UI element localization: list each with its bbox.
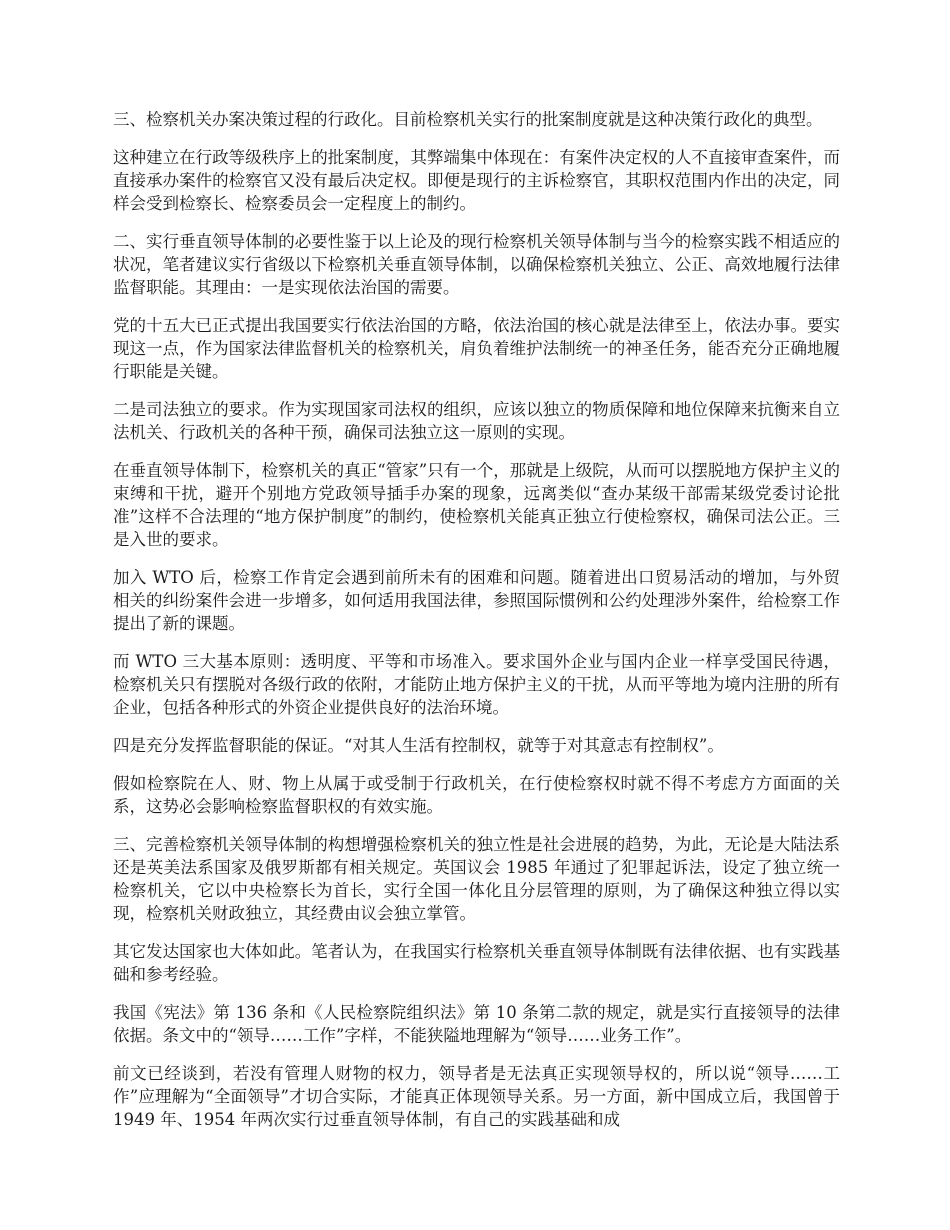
paragraph-4: 党的十五大已正式提出我国要实行依法治国的方略，依法治国的核心就是法律至上，依法办事。要实现这一点，作为国家法律监督机关的检察机关，肩负着维护法制统一的神圣任务，能否充分正确地履行职能是关键。 <box>113 316 840 381</box>
document-body <box>113 108 840 1146</box>
paragraph-6: 在垂直领导体制下，检察机关的真正“管家”只有一个，那就是上级院，从而可以摆脱地方保护主义的束缚和干扰，避开个别地方党政领导插手办案的现象，远离类似“查办某级干部需某级党委讨论批准”这样不合法理的“地方保护制度”的制约，使检察机关能真正独立行使检察权，确保司法公正。三是入世的要求。 <box>113 461 840 549</box>
paragraph-9: 四是充分发挥监督职能的保证。“对其人生活有控制权，就等于对其意志有控制权”。 <box>113 736 724 755</box>
paragraph-3: 二、实行垂直领导体制的必要性鉴于以上论及的现行检察机关领导体制与当今的检察实践不相适应的状况，笔者建议实行省级以下检察机关垂直领导体制，以确保检察机关独立、公正、高效地履行法律监督职能。其理由：一是实现依法治国的需要。 <box>113 232 840 297</box>
paragraph-13: 我国《宪法》第 136 条和《人民检察院组织法》第 10 条第二款的规定，就是实行直接领导的法律依据。条文中的“领导……工作”字样，不能狭隘地理解为“领导……业务工作”。 <box>113 1003 840 1045</box>
paragraph-10: 假如检察院在人、财、物上从属于或受制于行政机关，在行使检察权时就不得不考虑方方面面的关系，这势必会影响检察监督职权的有效实施。 <box>113 774 840 816</box>
paragraph-14: 前文已经谈到，若没有管理人财物的权力，领导者是无法真正实现领导权的，所以说“领导……工作”应理解为“全面领导”才切合实际，才能真正体现领导关系。另一方面，新中国成立后，我国曾于 1949 年、1954 年两次实行过垂直领导体制，有自己的实践基础和成 <box>113 1064 840 1129</box>
paragraph-8: 而 WTO 三大基本原则：透明度、平等和市场准入。要求国外企业与国内企业一样享受国民待遇，检察机关只有摆脱对各级行政的依附，才能防止地方保护主义的干扰，从而平等地为境内注册的所有企业，包括各种形式的外资企业提供良好的法治环境。 <box>113 652 840 717</box>
paragraph-11: 三、完善检察机关领导体制的构想增强检察机关的独立性是社会进展的趋势，为此，无论是大陆法系还是英美法系国家及俄罗斯都有相关规定。英国议会 1985 年通过了犯罪起诉法，设定了独立统一检察机关，它以中央检察长为首长，实行全国一体化且分层管理的原则，为了确保这种独立得以实现，检察机关财政独立，其经费由议会独立掌管。 <box>113 835 840 923</box>
paragraph-1: 三、检察机关办案决策过程的行政化。目前检察机关实行的批案制度就是这种决策行政化的典型。 <box>113 110 823 129</box>
paragraph-7: 加入 WTO 后，检察工作肯定会遇到前所未有的困难和问题。随着进出口贸易活动的增加，与外贸相关的纠纷案件会进一步增多，如何适用我国法律，参照国际惯例和公约处理涉外案件，给检察工作提出了新的课题。 <box>113 568 840 633</box>
paragraph-2: 这种建立在行政等级秩序上的批案制度，其弊端集中体现在：有案件决定权的人不直接审查案件，而直接承办案件的检察官又没有最后决定权。即便是现行的主诉检察官，其职权范围内作出的决定，同样会受到检察长、检察委员会一定程度上的制约。 <box>113 148 840 213</box>
paragraph-12: 其它发达国家也大体如此。笔者认为，在我国实行检察机关垂直领导体制既有法律依据、也有实践基础和参考经验。 <box>113 942 840 984</box>
paragraph-5: 二是司法独立的要求。作为实现国家司法权的组织，应该以独立的物质保障和地位保障来抗衡来自立法机关、行政机关的各种干预，确保司法独立这一原则的实现。 <box>113 400 840 442</box>
